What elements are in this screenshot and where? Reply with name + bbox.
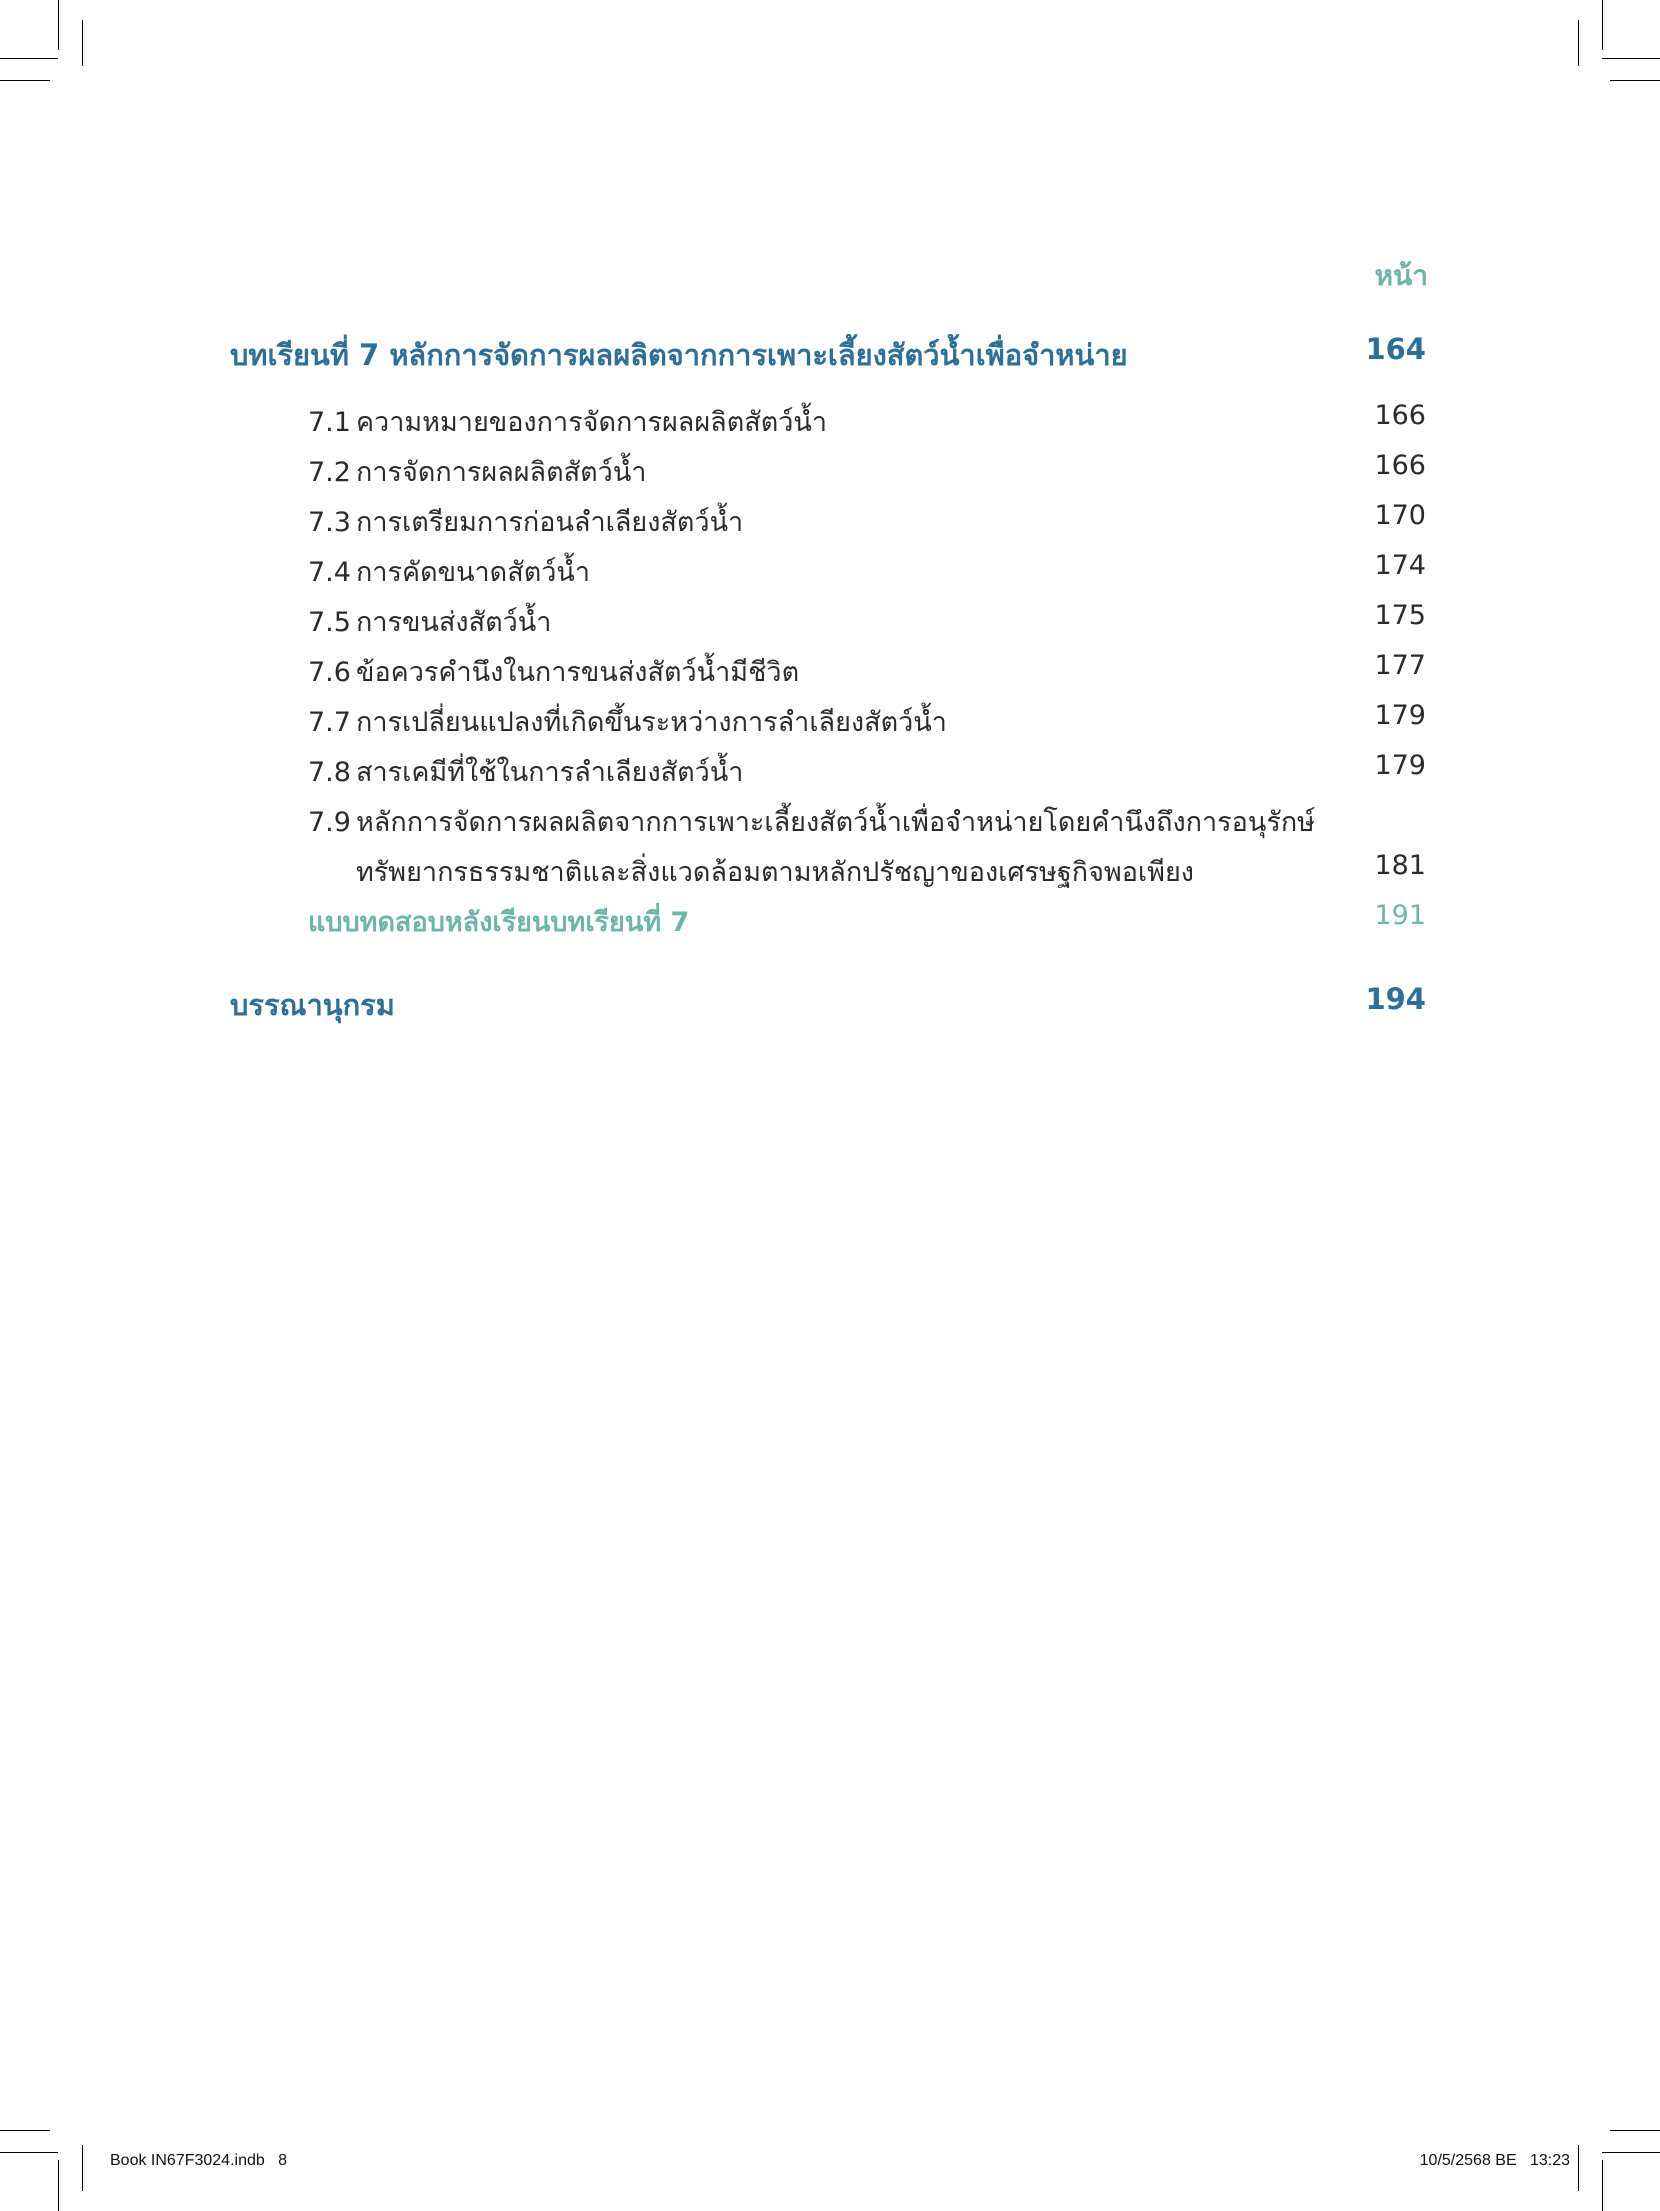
crop-mark [0,58,58,59]
crop-mark [0,2130,50,2131]
item-page: 170 [1374,500,1426,531]
item-page: 174 [1374,550,1426,581]
toc-item-7-5[interactable] [0,600,1660,644]
item-number: 7.8 [308,757,351,788]
toc-chapter-entry[interactable] [0,332,1660,376]
item-title: ข้อควรคำนึงในการขนส่งสัตว์น้ำมีชีวิต [356,657,800,688]
item-page: 181 [1374,850,1426,881]
toc-bibliography-entry[interactable] [0,982,1660,1026]
crop-mark [1602,58,1660,59]
crop-mark [1602,0,1603,50]
bibliography-title: บรรณานุกรม [230,988,395,1022]
item-number: 7.6 [308,657,351,688]
crop-mark [82,20,83,66]
item-title: การเตรียมการก่อนลำเลียงสัตว์น้ำ [356,507,744,538]
item-title-continued: ทรัพยากรธรรมชาติและสิ่งแวดล้อมตามหลักปรัชญาของเศรษฐกิจพอเพียง [356,857,1194,888]
crop-mark [1610,80,1660,81]
chapter-page: 164 [1365,332,1426,366]
item-page: 179 [1374,750,1426,781]
chapter-title: บทเรียนที่ 7 หลักการจัดการผลผลิตจากการเพาะเลี้ยงสัตว์น้ำเพื่อจำหน่าย [230,338,1128,372]
quiz-title: แบบทดสอบหลังเรียนบทเรียนที่ 7 [308,907,690,938]
crop-mark [1578,2145,1579,2191]
toc-item-7-7[interactable] [0,700,1660,744]
item-number: 7.9 [308,807,351,838]
toc-item-7-6[interactable] [0,650,1660,694]
footer-file-slug: Book IN67F3024.indb 8 [110,2152,288,2169]
item-page: 166 [1374,400,1426,431]
toc-item-7-9[interactable] [0,800,1660,844]
item-page: 175 [1374,600,1426,631]
item-page: 177 [1374,650,1426,681]
crop-mark [1602,2152,1660,2153]
bibliography-page: 194 [1365,982,1426,1016]
toc-item-7-4[interactable] [0,550,1660,594]
crop-mark [58,2160,59,2211]
footer-datetime-slug: 10/5/2568 BE 13:23 [1419,2152,1570,2169]
crop-mark [0,80,50,81]
toc-quiz-entry[interactable] [0,900,1660,944]
item-number: 7.4 [308,557,351,588]
crop-mark [1610,2130,1660,2131]
quiz-page: 191 [1374,900,1426,931]
crop-mark [0,2152,58,2153]
item-number: 7.5 [308,607,351,638]
item-number: 7.2 [308,457,351,488]
item-number: 7.3 [308,507,351,538]
crop-mark [1578,20,1579,66]
page-column-label: หน้า [1374,259,1428,292]
item-number: 7.1 [308,407,351,438]
item-title: หลักการจัดการผลผลิตจากการเพาะเลี้ยงสัตว์น้ำเพื่อจำหน่ายโดยคำนึงถึงการอนุรักษ์ [356,807,1315,838]
item-number: 7.7 [308,707,351,738]
toc-item-7-2[interactable] [0,450,1660,494]
toc-item-7-1[interactable] [0,400,1660,444]
item-title: การขนส่งสัตว์น้ำ [356,607,552,638]
item-title: การเปลี่ยนแปลงที่เกิดขึ้นระหว่างการลำเลียงสัตว์น้ำ [356,707,947,738]
item-title: สารเคมีที่ใช้ในการลำเลียงสัตว์น้ำ [356,757,744,788]
item-title: การจัดการผลผลิตสัตว์น้ำ [356,457,647,488]
toc-item-7-8[interactable] [0,750,1660,794]
item-title: ความหมายของการจัดการผลผลิตสัตว์น้ำ [356,407,828,438]
crop-mark [82,2145,83,2191]
crop-mark [1602,2160,1603,2211]
toc-item-7-3[interactable] [0,500,1660,544]
item-page: 166 [1374,450,1426,481]
item-title: การคัดขนาดสัตว์น้ำ [356,557,591,588]
toc-item-7-9-continued[interactable] [0,850,1660,894]
crop-mark [58,0,59,50]
item-page: 179 [1374,700,1426,731]
